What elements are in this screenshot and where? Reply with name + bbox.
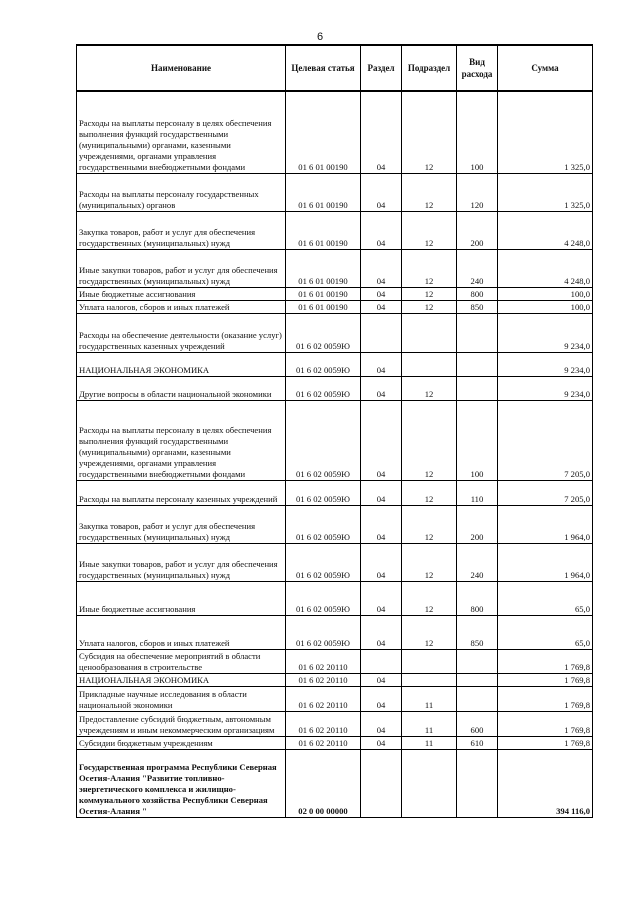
- row-subsection-cell: 12: [402, 91, 457, 173]
- table-row: [77, 480, 593, 505]
- row-expense-type-cell: 200: [457, 211, 498, 249]
- row-subsection-cell: 12: [402, 615, 457, 649]
- row-name-cell: Расходы на выплаты персоналу казенных учреждений: [77, 480, 286, 505]
- row-expense-type-cell: 100: [457, 400, 498, 480]
- row-sum-cell: 1 964,0: [498, 505, 593, 543]
- row-section-cell: [361, 313, 402, 352]
- row-sum-cell: 4 248,0: [498, 249, 593, 287]
- row-sum-cell: 1 964,0: [498, 543, 593, 581]
- row-target-code-cell: 01 6 02 20110: [286, 736, 361, 749]
- row-sum-cell: 65,0: [498, 615, 593, 649]
- row-target-code-cell: 01 6 02 0059Ю: [286, 480, 361, 505]
- row-section-cell: 04: [361, 249, 402, 287]
- row-target-code-cell: 01 6 02 0059Ю: [286, 581, 361, 615]
- row-sum-cell: 65,0: [498, 581, 593, 615]
- table-row: [77, 686, 593, 711]
- header-code: Целевая статья: [286, 45, 361, 91]
- row-expense-type-cell: [457, 376, 498, 400]
- row-sum-cell: 9 234,0: [498, 376, 593, 400]
- table-row: [77, 749, 593, 817]
- row-section-cell: [361, 749, 402, 817]
- row-name-cell: Иные бюджетные ассигнования: [77, 287, 286, 300]
- row-target-code-cell: 01 6 02 0059Ю: [286, 543, 361, 581]
- row-sum-cell: 1 769,8: [498, 649, 593, 673]
- row-name-cell: Расходы на выплаты персоналу в целях обеспечения выполнения функций государственными (муниципальными) органами, казенными учреждениями, органами управления государственными внебюджетными фондами: [77, 91, 286, 173]
- row-sum-cell: 1 769,8: [498, 736, 593, 749]
- row-subsection-cell: 12: [402, 211, 457, 249]
- row-section-cell: 04: [361, 673, 402, 686]
- row-sum-cell: 1 769,8: [498, 673, 593, 686]
- header-section: Раздел: [361, 45, 402, 91]
- row-sum-cell: 100,0: [498, 287, 593, 300]
- row-expense-type-cell: 800: [457, 287, 498, 300]
- row-subsection-cell: 11: [402, 711, 457, 736]
- row-name-cell: Расходы на выплаты персоналу государственных (муниципальных) органов: [77, 173, 286, 211]
- row-expense-type-cell: [457, 313, 498, 352]
- row-section-cell: 04: [361, 480, 402, 505]
- row-name-cell: НАЦИОНАЛЬНАЯ ЭКОНОМИКА: [77, 352, 286, 376]
- budget-table: [76, 44, 593, 818]
- row-expense-type-cell: 240: [457, 249, 498, 287]
- table-row: [77, 173, 593, 211]
- row-name-cell: Прикладные научные исследования в области национальной экономики: [77, 686, 286, 711]
- row-target-code-cell: 01 6 01 00190: [286, 91, 361, 173]
- row-sum-cell: 1 769,8: [498, 711, 593, 736]
- table-row: [77, 711, 593, 736]
- table-row: [77, 287, 593, 300]
- table-row: [77, 300, 593, 313]
- row-section-cell: 04: [361, 287, 402, 300]
- row-sum-cell: 9 234,0: [498, 352, 593, 376]
- row-target-code-cell: 01 6 01 00190: [286, 173, 361, 211]
- row-expense-type-cell: 850: [457, 300, 498, 313]
- row-subsection-cell: 12: [402, 543, 457, 581]
- row-target-code-cell: 01 6 02 0059Ю: [286, 376, 361, 400]
- row-subsection-cell: 11: [402, 736, 457, 749]
- row-target-code-cell: 01 6 02 0059Ю: [286, 352, 361, 376]
- row-section-cell: 04: [361, 581, 402, 615]
- row-sum-cell: 7 205,0: [498, 480, 593, 505]
- table-row: [77, 505, 593, 543]
- row-expense-type-cell: [457, 649, 498, 673]
- table-row: [77, 211, 593, 249]
- row-name-cell: Субсидии бюджетным учреждениям: [77, 736, 286, 749]
- row-section-cell: 04: [361, 173, 402, 211]
- row-name-cell: Расходы на обеспечение деятельности (оказание услуг) государственных казенных учреждений: [77, 313, 286, 352]
- table-row: [77, 400, 593, 480]
- row-section-cell: 04: [361, 91, 402, 173]
- row-sum-cell: 1 325,0: [498, 91, 593, 173]
- row-name-cell: Государственная программа Республики Северная Осетия-Алания "Развитие топливно-энергетического комплекса и жилищно-коммунального хозяйства Республики Северная Осетия-Алания ": [77, 749, 286, 817]
- header-expense-type: Вид расхода: [457, 45, 498, 91]
- row-target-code-cell: 01 6 02 20110: [286, 711, 361, 736]
- row-sum-cell: 4 248,0: [498, 211, 593, 249]
- row-subsection-cell: 12: [402, 287, 457, 300]
- row-expense-type-cell: 100: [457, 91, 498, 173]
- row-name-cell: Закупка товаров, работ и услуг для обеспечения государственных (муниципальных) нужд: [77, 211, 286, 249]
- row-expense-type-cell: 240: [457, 543, 498, 581]
- row-subsection-cell: 11: [402, 686, 457, 711]
- row-name-cell: Уплата налогов, сборов и иных платежей: [77, 615, 286, 649]
- table-body: [77, 91, 593, 817]
- row-expense-type-cell: [457, 673, 498, 686]
- row-target-code-cell: 01 6 02 0059Ю: [286, 400, 361, 480]
- row-expense-type-cell: 120: [457, 173, 498, 211]
- row-target-code-cell: 01 6 02 20110: [286, 649, 361, 673]
- row-name-cell: Иные закупки товаров, работ и услуг для обеспечения государственных (муниципальных) нужд: [77, 249, 286, 287]
- row-expense-type-cell: 600: [457, 711, 498, 736]
- row-name-cell: НАЦИОНАЛЬНАЯ ЭКОНОМИКА: [77, 673, 286, 686]
- row-sum-cell: 7 205,0: [498, 400, 593, 480]
- row-section-cell: 04: [361, 711, 402, 736]
- row-sum-cell: 100,0: [498, 300, 593, 313]
- row-section-cell: 04: [361, 352, 402, 376]
- row-name-cell: Предоставление субсидий бюджетным, автономным учреждениям и иным некоммерческим организациям: [77, 711, 286, 736]
- row-target-code-cell: 01 6 02 0059Ю: [286, 313, 361, 352]
- row-subsection-cell: 12: [402, 505, 457, 543]
- table-row: [77, 313, 593, 352]
- row-section-cell: 04: [361, 211, 402, 249]
- header-name: Наименование: [77, 45, 286, 91]
- row-target-code-cell: 01 6 01 00190: [286, 249, 361, 287]
- row-section-cell: 04: [361, 376, 402, 400]
- row-target-code-cell: 01 6 01 00190: [286, 287, 361, 300]
- row-subsection-cell: [402, 749, 457, 817]
- row-subsection-cell: [402, 649, 457, 673]
- row-subsection-cell: 12: [402, 173, 457, 211]
- row-sum-cell: 1 325,0: [498, 173, 593, 211]
- row-name-cell: Уплата налогов, сборов и иных платежей: [77, 300, 286, 313]
- row-target-code-cell: 01 6 02 20110: [286, 686, 361, 711]
- row-target-code-cell: 01 6 02 0059Ю: [286, 615, 361, 649]
- row-expense-type-cell: 200: [457, 505, 498, 543]
- table-row: [77, 581, 593, 615]
- row-sum-cell: 1 769,8: [498, 686, 593, 711]
- row-target-code-cell: 01 6 01 00190: [286, 300, 361, 313]
- row-expense-type-cell: 610: [457, 736, 498, 749]
- row-subsection-cell: [402, 313, 457, 352]
- table-row: [77, 376, 593, 400]
- row-expense-type-cell: [457, 749, 498, 817]
- row-section-cell: 04: [361, 300, 402, 313]
- table-row: [77, 352, 593, 376]
- row-subsection-cell: 12: [402, 480, 457, 505]
- row-subsection-cell: 12: [402, 249, 457, 287]
- row-section-cell: 04: [361, 505, 402, 543]
- table-row: [77, 736, 593, 749]
- row-name-cell: Другие вопросы в области национальной экономики: [77, 376, 286, 400]
- row-target-code-cell: 01 6 01 00190: [286, 211, 361, 249]
- row-section-cell: 04: [361, 615, 402, 649]
- row-subsection-cell: 12: [402, 581, 457, 615]
- table-row: [77, 249, 593, 287]
- row-subsection-cell: [402, 673, 457, 686]
- table-row: [77, 673, 593, 686]
- row-sum-cell: 394 116,0: [498, 749, 593, 817]
- table-row: [77, 615, 593, 649]
- header-sum: Сумма: [498, 45, 593, 91]
- table-header-row: [77, 45, 593, 91]
- row-target-code-cell: 01 6 02 0059Ю: [286, 505, 361, 543]
- row-expense-type-cell: 850: [457, 615, 498, 649]
- table-row: [77, 649, 593, 673]
- row-sum-cell: 9 234,0: [498, 313, 593, 352]
- row-section-cell: 04: [361, 736, 402, 749]
- row-name-cell: Субсидия на обеспечение мероприятий в области ценообразования в строительстве: [77, 649, 286, 673]
- row-expense-type-cell: [457, 686, 498, 711]
- row-name-cell: Закупка товаров, работ и услуг для обеспечения государственных (муниципальных) нужд: [77, 505, 286, 543]
- row-section-cell: 04: [361, 543, 402, 581]
- row-expense-type-cell: 110: [457, 480, 498, 505]
- row-subsection-cell: [402, 352, 457, 376]
- row-subsection-cell: 12: [402, 400, 457, 480]
- page-number: 6: [316, 31, 324, 43]
- row-subsection-cell: 12: [402, 376, 457, 400]
- row-section-cell: 04: [361, 400, 402, 480]
- table-row: [77, 91, 593, 173]
- row-expense-type-cell: 800: [457, 581, 498, 615]
- row-target-code-cell: 01 6 02 20110: [286, 673, 361, 686]
- row-name-cell: Иные бюджетные ассигнования: [77, 581, 286, 615]
- row-target-code-cell: 02 0 00 00000: [286, 749, 361, 817]
- row-name-cell: Расходы на выплаты персоналу в целях обеспечения выполнения функций государственными (муниципальными) органами, казенными учреждениями, органами управления государственными внебюджетными фондами: [77, 400, 286, 480]
- row-section-cell: 04: [361, 686, 402, 711]
- row-name-cell: Иные закупки товаров, работ и услуг для обеспечения государственных (муниципальных) нужд: [77, 543, 286, 581]
- table-row: [77, 543, 593, 581]
- header-subsection: Подраздел: [402, 45, 457, 91]
- row-expense-type-cell: [457, 352, 498, 376]
- row-subsection-cell: 12: [402, 300, 457, 313]
- row-section-cell: [361, 649, 402, 673]
